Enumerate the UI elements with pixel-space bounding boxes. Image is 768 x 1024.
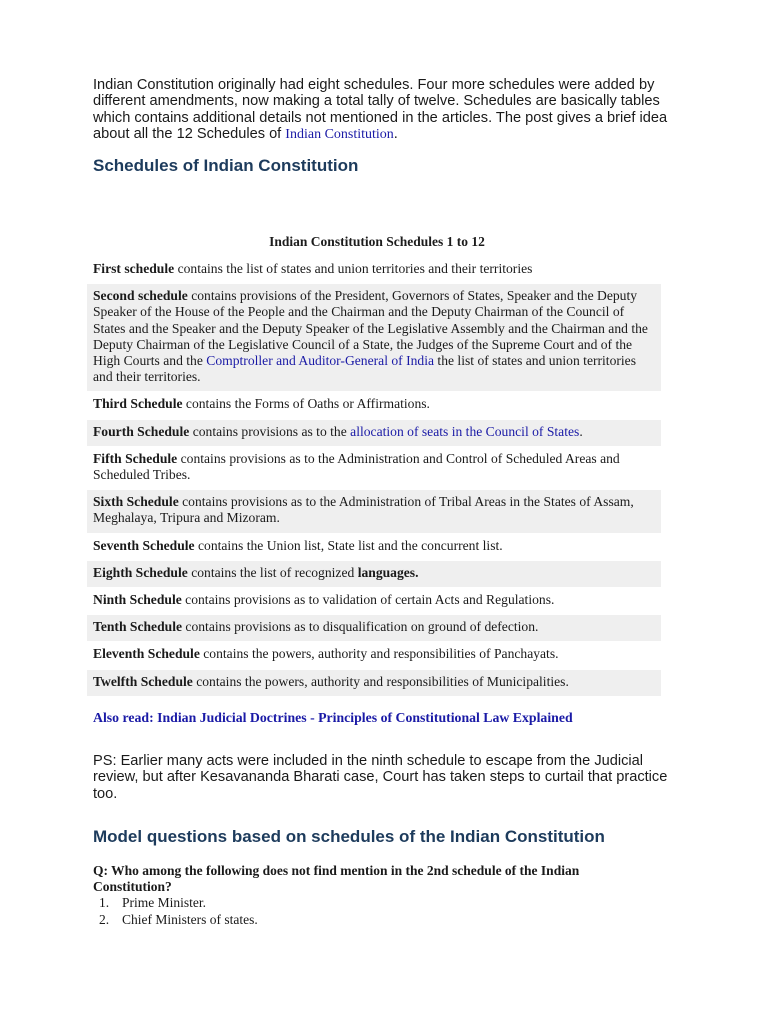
table-row: Fifth Schedule contains provisions as to the Administration and Control of Scheduled Areas and Scheduled Tribes. <box>93 450 620 483</box>
schedules-heading: Schedules of Indian Constitution <box>93 156 359 175</box>
table-row: Seventh Schedule contains the Union list, State list and the concurrent list. <box>93 537 503 553</box>
table-row: Eighth Schedule contains the list of recognized languages. <box>87 561 661 587</box>
table-row: Eleventh Schedule contains the powers, authority and responsibilities of Panchayats. <box>93 646 559 662</box>
table-title: Indian Constitution Schedules 1 to 12 <box>269 234 485 249</box>
intro-end: . <box>393 125 398 142</box>
council-seats-link[interactable]: allocation of seats in the Council of States <box>350 423 580 439</box>
options-list <box>99 894 258 928</box>
ps-paragraph: PS: Earlier many acts were included in the ninth schedule to escape from the Judicial review, but after Kesavananda Bharati case, Court has taken steps to curtail that practice too. <box>93 753 668 802</box>
table-row: Second schedule contains provisions of the President, Governors of States, Speaker and the Deputy Speaker of the House of the People and the Chairman and the Deputy Chairman of the Council of States and the Speaker and the Deputy Speaker of the Legislative Assembly and the Chairman and the Deputy Chairman of the Legislative Council of a State, the Judges of the Supreme Court and of the High Courts and the Comptroller and Auditor-General of India the list of states and union territories and their territories. <box>87 284 661 391</box>
comptroller-link[interactable]: Comptroller and Auditor-General of India <box>206 353 435 369</box>
table-row: Fourth Schedule contains provisions as to the allocation of seats in the Council of States. <box>87 420 661 446</box>
indian-constitution-link[interactable]: Indian Constitution <box>285 126 394 142</box>
list-item: 2. Chief Ministers of states. <box>99 912 258 927</box>
table-row: Sixth Schedule contains provisions as to the Administration of Tribal Areas in the States of Assam, Meghalaya, Tripura and Mizoram. <box>87 490 661 532</box>
intro-text: Indian Constitution originally had eight schedules. Four more schedules were added by different amendments, now making a total tally of twelve. Schedules are basically tables which contains additional details not mentioned in the articles. The post gives a brief idea about all the 12 Schedules of <box>93 77 668 142</box>
table-row: Ninth Schedule contains provisions as to validation of certain Acts and Regulations. <box>93 592 555 608</box>
intro-paragraph <box>93 77 683 143</box>
question: Q: Who among the following does not find mention in the 2nd schedule of the Indian Constitution? <box>93 863 580 894</box>
table-row: Twelfth Schedule contains the powers, authority and responsibilities of Municipalities. <box>87 670 661 696</box>
table-row: First schedule contains the list of states and union territories and their territories <box>93 261 533 276</box>
also-read-link[interactable]: Also read: Indian Judicial Doctrines - Principles of Constitutional Law Explained <box>93 710 573 725</box>
table-row: Tenth Schedule contains provisions as to disqualification on ground of defection. <box>87 615 661 641</box>
table-row: Third Schedule contains the Forms of Oaths or Affirmations. <box>93 396 430 412</box>
schedules-table <box>87 257 661 697</box>
model-questions-heading: Model questions based on schedules of the Indian Constitution <box>93 827 605 846</box>
list-item: 1. Prime Minister. <box>99 895 206 910</box>
